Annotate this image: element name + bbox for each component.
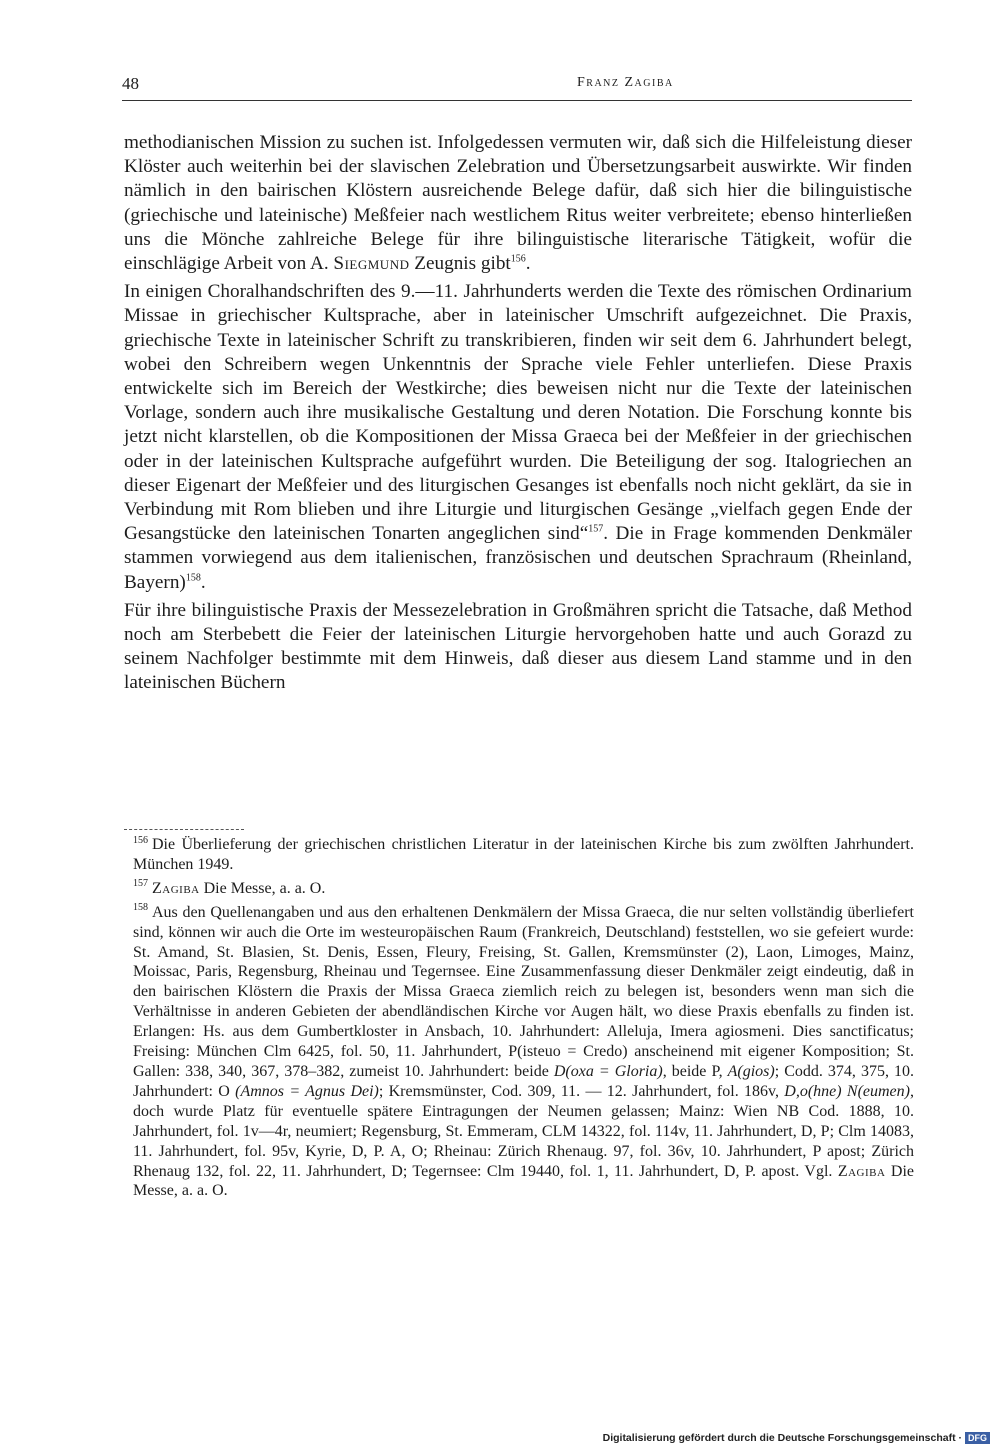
footnote-ref-156[interactable]: 156 <box>510 253 526 265</box>
footnote-text: Die Messe, a. a. O. <box>199 879 326 897</box>
footnote-divider <box>124 829 244 830</box>
footnote-number: 156 <box>133 834 148 846</box>
footnote-ref-158[interactable]: 158 <box>185 572 201 584</box>
paragraph-1-text-end: Zeugnis gibt <box>414 253 511 275</box>
body-text <box>124 131 912 696</box>
digitization-credit-text: Digitalisierung gefördert durch die Deutsche Forschungsgemeinschaft · <box>602 1432 962 1444</box>
footnote-text: , beide P, <box>662 1062 728 1080</box>
paragraph-2-text-end: . Die in Frage kommenden Denkmäler stammen vorwiegend aus dem italienischen, französischen und deutschen Sprachraum (Rheinland, Bayern) <box>124 523 912 593</box>
digitization-credit <box>603 1431 990 1445</box>
paragraph-1-text: methodianischen Mission zu suchen ist. Infolgedessen vermuten wir, daß sich die Hilfeleistung dieser Klöster auch weiterhin bei der slavischen Zelebration und Übersetzungsarbeit auswirkte. Wir finden nämlich in den bairischen Klöstern ausreichende Belege dafür, daß sich hier die bilinguistische (griechische und lateinische) Meßfeier nach westlichem Ritus weiter verbreitete; ebenso hinterließen uns die Mönche zahlreiche Belege für ihre bilinguistische literarische Tätigkeit, wofür die einschlägige Arbeit von A. <box>124 132 912 275</box>
footnote-156 <box>133 835 914 875</box>
footnote-text: Die Messe, a. a. O. <box>133 1162 915 1200</box>
footnotes <box>133 835 914 1201</box>
footnote-157 <box>133 879 914 899</box>
running-head-author: Franz Zagiba <box>577 75 674 90</box>
paragraph-1-period: . <box>525 253 531 275</box>
italic-term: A(gios) <box>727 1062 775 1080</box>
footnote-number: 158 <box>133 902 148 914</box>
author-name: Zagiba <box>152 879 200 897</box>
italic-term: D,o(hne) N(eumen) <box>784 1082 910 1100</box>
paragraph-1 <box>124 131 912 276</box>
footnote-text: ; Codd. 374, 375, 10. Jahrhundert: O <box>133 1062 915 1100</box>
footnote-text: Die Überlieferung der griechischen christlichen Literatur in der lateinischen Kirche bis zum zwölften Jahrhundert. München 1949. <box>133 836 914 873</box>
paragraph-3: Für ihre bilinguistische Praxis der Messezelebration in Großmähren spricht die Tatsache, daß Method noch am Sterbebett die Feier der lateinischen Liturgie hervorgehoben hatte und auch Gorazd zu seinem Nachfolger bestimmte mit dem Hinweis, daß dieser aus diesem Land stamme und in den lateinischen Büchern <box>124 599 912 694</box>
dfg-logo: DFG <box>965 1432 990 1444</box>
page-number: 48 <box>122 74 139 93</box>
paragraph-2-text: In einigen Choralhandschriften des 9.—11. Jahrhunderts werden die Texte des römischen Ordinarium Missae in griechischer Kultsprache, aber in lateinischer Umschrift aufgezeichnet. Die Praxis, griechische Texte in lateinischer Schrift zu transkribieren, finden wir seit dem 6. Jahrhundert belegt, wobei den Schreibern wegen Unkenntnis der Sprache viele Fehler unterliefen. Diese Praxis entwickelte sich im Bereich der Westkirche; dies beweisen nicht nur die Texte der lateinischen Vorlage, sondern auch ihre musikalische Gestaltung und deren Notation. Die Forschung konnte bis jetzt nicht klarstellen, ob die Kompositionen der Missa Graeca bei der Meßfeier in der griechischen oder in der lateinischen Kultsprache aufgeführt wurden. Die Beteiligung der sog. Italogriechen an dieser Eigenart der Meßfeier und des liturgischen Gesanges ist ebenfalls noch nicht geklärt, da sie in Verbindung mit Rom blieben und ihre Liturgie und liturgischen Gesänge „vielfach gegen Ende der Gesangstücke den lateinischen Tonarten angeglichen sind“ <box>124 281 912 545</box>
italic-term: D(oxa = Gloria) <box>553 1062 663 1080</box>
running-header <box>122 74 912 101</box>
italic-term: (Amnos = Agnus Dei) <box>235 1082 379 1100</box>
footnote-number: 157 <box>133 878 148 890</box>
footnote-text: Aus den Quellenangaben und aus den erhaltenen Denkmälern der Missa Graeca, die nur selten vollständig überliefert sind, können wir auch die Orte im westeuropäischen Raum (Frankreich, Deutschland) feststellen, wo sie gefeiert wurde: St. Amand, St. Blasien, St. Denis, Essen, Fleury, Freising, St. Gallen, Kremsmünster (2), Laon, Limoges, Mainz, Moissac, Paris, Regensburg, Rheinau und Tegernsee. Eine Zusammenfassung dieser Denkmäler zeigt eindeutig, daß in den bairischen Klöstern die Praxis der Missa Graeca ziemlich reich zu belegen ist, besonders wenn man sich die Verhältnisse in anderen Gebieten der abendländischen Kirche vor Augen hält, wo diese Praxis ebenfalls zu finden ist. Erlangen: Hs. aus dem Gumbertkloster in Ansbach, 10. Jahrhundert: Alleluja, Imera agiosmeni. Dies sanctificatus; Freising: München Clm 6425, fol. 50, 11. Jahrhundert, P(isteuo = Credo) anscheinend mit eigener Komposition; St. Gallen: 338, 340, 367, 378–382, zumeist 10. Jahrhundert: beide <box>133 903 914 1080</box>
footnote-ref-157[interactable]: 157 <box>588 523 604 535</box>
paragraph-2 <box>124 280 912 595</box>
footnote-text: , doch wurde Platz für eventuelle spätere Eintragungen der Neumen gelassen; Mainz: Wien NB Cod. 1888, 10. Jahrhundert, fol. 1v—4r, neumiert; Regensburg, St. Emmeram, CLM 14322, fol. 114v, 11. Jahrhundert, D, P; Clm 14083, 11. Jahrhundert, fol. 95v, Kyrie, D, P. A, O; Rheinau: Zürich Rhenaug. 97, fol. 36v, 10. Jahrhundert, P apost; Zürich Rhenaug 132, fol. 22, 11. Jahrhundert, D; Tegernsee: Clm 19440, fol. 1, 11. Jahrhundert, D, P. apost. Vgl. <box>133 1082 914 1180</box>
paragraph-2-period: . <box>200 571 206 593</box>
footnote-text: ; Kremsmünster, Cod. 309, 11. — 12. Jahrhundert, fol. 186v, <box>378 1082 785 1100</box>
author-name: Siegmund <box>333 253 410 275</box>
author-name: Zagiba <box>837 1162 886 1180</box>
footnote-158 <box>133 903 914 1202</box>
